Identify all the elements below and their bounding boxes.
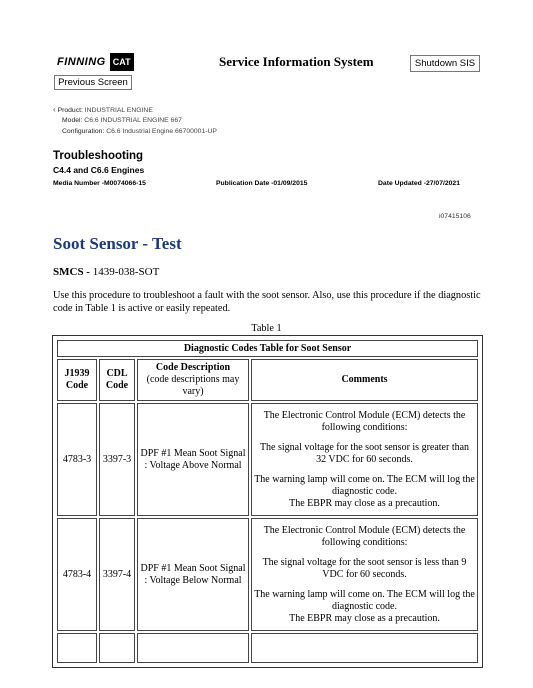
cell-cdl: 3397-3 (99, 403, 135, 516)
cell-cdl: 3397-4 (99, 518, 135, 631)
cell-j1939: 4783-4 (57, 518, 97, 631)
cell-comments (251, 518, 478, 631)
model-key: Model: (62, 117, 83, 124)
comment-line: The Electronic Control Module (ECM) detects the following conditions: (263, 524, 466, 548)
comment-line: The Electronic Control Module (ECM) detects the following conditions: (263, 409, 466, 433)
table-row (57, 518, 478, 631)
smcs-value: 1439-038-SOT (92, 266, 160, 278)
previous-screen-button[interactable]: Previous Screen (54, 75, 132, 90)
comment-line: The warning lamp will come on. The ECM will log the diagnostic code. (254, 473, 475, 497)
table-title: Diagnostic Codes Table for Soot Sensor (57, 340, 478, 357)
smcs-label: SMCS - (53, 266, 93, 278)
model-value: C6.6 INDUSTRIAL ENGINE 667 (84, 117, 182, 124)
back-chevron-icon[interactable]: ‹ (53, 105, 56, 114)
product-line[interactable] (53, 105, 153, 114)
model-line (62, 117, 182, 124)
comment-line: The EBPR may close as a precaution. (289, 612, 440, 624)
table-row (57, 403, 478, 516)
smcs-code (53, 266, 159, 278)
logo-text: FINNING (57, 56, 106, 68)
cell-description: DPF #1 Mean Soot Signal : Voltage Below Normal (137, 518, 249, 631)
system-title: Service Information System (219, 54, 374, 69)
header-code-description-sub: (code descriptions may vary) (146, 374, 240, 397)
engines-heading: C4.4 and C6.6 Engines (53, 165, 145, 175)
cell-j1939: 4783-3 (57, 403, 97, 516)
cell-description: DPF #1 Mean Soot Signal : Voltage Above Normal (137, 403, 249, 516)
intro-paragraph: Use this procedure to troubleshoot a fault with the soot sensor. Also, use this procedure if the diagnostic code in Table 1 is active or easily repeated. (53, 290, 481, 314)
product-value: INDUSTRIAL ENGINE (84, 107, 153, 114)
diagnostic-codes-table (52, 335, 483, 668)
date-updated: Date Updated -27/07/2021 (378, 180, 460, 187)
configuration-line (62, 128, 217, 135)
cat-logo-mark: CAT (110, 53, 134, 71)
product-key: Product: (57, 107, 83, 114)
table-row-partial (57, 633, 478, 663)
document-id: i07415106 (439, 213, 471, 220)
header-code-description-main: Code Description (155, 362, 231, 373)
table-caption: Table 1 (251, 323, 282, 334)
header-code-description (137, 359, 249, 401)
configuration-value: C6.6 Industrial Engine 66700001-UP (106, 128, 217, 135)
comment-line: The signal voltage for the soot sensor is greater than 32 VDC for 60 seconds. (259, 441, 470, 465)
header-comments: Comments (251, 359, 478, 401)
publication-date: Publication Date -01/09/2015 (216, 180, 308, 187)
finning-cat-logo (53, 53, 139, 71)
shutdown-sis-button[interactable]: Shutdown SIS (410, 55, 480, 72)
header-j1939: J1939 Code (57, 359, 97, 401)
comment-line: The signal voltage for the soot sensor is less than 9 VDC for 60 seconds. (262, 556, 467, 580)
section-heading: Troubleshooting (53, 150, 144, 162)
comment-line: The EBPR may close as a precaution. (289, 497, 440, 509)
page-title: Soot Sensor - Test (53, 234, 182, 253)
header-cdl: CDL Code (99, 359, 135, 401)
configuration-key: Configuration: (62, 128, 105, 135)
cell-comments (251, 403, 478, 516)
comment-line: The warning lamp will come on. The ECM will log the diagnostic code. (254, 588, 475, 612)
media-number: Media Number -M0074066-15 (53, 180, 146, 187)
